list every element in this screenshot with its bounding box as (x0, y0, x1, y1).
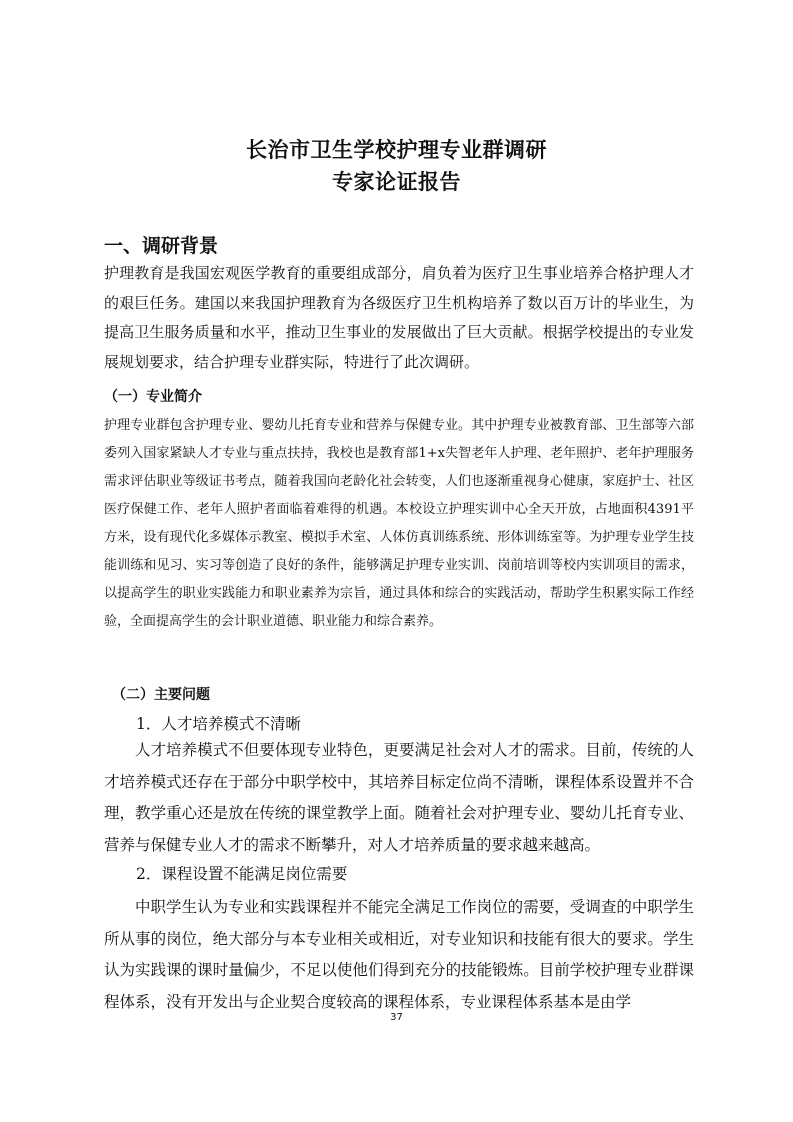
item-paragraph-curriculum: 中职学生认为专业和实践课程并不能完全满足工作岗位的需要，受调查的中职学生所从事的岗位，绝大部分与本专业相关或相近，对专业知识和技能有很大的要求。学生认为实践课的课时量偏少，不足以使他们得到充分的技能锻炼。目前学校护理专业群课程体系，没有开发出与企业契合度较高的课程体系，专业课程体系基本是由学 (104, 898, 694, 1011)
page-number: 37 (390, 1012, 403, 1023)
section-heading-background: 一、调研背景 (104, 235, 219, 257)
item-heading-training-model: 1．人才培养模式不清晰 (136, 715, 301, 733)
subsection-intro-paragraph: 护理专业群包含护理专业、婴幼儿托育专业和营养与保健专业。其中护理专业被教育部、卫生部等六部委列入国家紧缺人才专业与重点扶持，我校也是教育部1+x失智老年人护理、老年照护、老年护理服务需求评估职业等级证书考点，随着我国向老龄化社会转变，人们也逐渐重视身心健康，家庭护士、社区医疗保健工作、老年人照护者面临着难得的机遇。本校设立护理实训中心全天开放，占地面积4391平方米，设有现代化多媒体示教室、模拟手术室、人体仿真训练系统、形体训练室等。为护理专业学生技能训练和见习、实习等创造了良好的条件，能够满足护理专业实训、岗前培训等校内实训项目的需求，以提高学生的职业实践能力和职业素养为宗旨，通过具体和综合的实践活动，帮助学生积累实际工作经验，全面提高学生的会计职业道德、职业能力和综合素养。 (104, 418, 694, 629)
document-title-line2: 专家论证报告 (332, 170, 461, 194)
document-title-line1: 长治市卫生学校护理专业群调研 (246, 138, 547, 162)
subsection-heading-problems: （二）主要问题 (112, 687, 210, 703)
item-heading-curriculum: 2．课程设置不能满足岗位需要 (136, 865, 348, 883)
subsection-heading-intro: （一）专业简介 (104, 389, 202, 405)
section-background-paragraph: 护理教育是我国宏观医学教育的重要组成部分，肩负着为医疗卫生事业培养合格护理人才的艰巨任务。建国以来我国护理教育为各级医疗卫生机构培养了数以百万计的毕业生，为提高卫生服务质量和水平，推动卫生事业的发展做出了巨大贡献。根据学校提出的专业发展规划要求，结合护理专业群实际，特进行了此次调研。 (104, 264, 694, 371)
item-paragraph-training-model: 人才培养模式不但要体现专业特色，更要满足社会对人才的需求。目前，传统的人才培养模式还存在于部分中职学校中，其培养目标定位尚不清晰，课程体系设置并不合理，教学重心还是放在传统的课堂教学上面。随着社会对护理专业、婴幼儿托育专业、营养与保健专业人才的需求不断攀升，对人才培养质量的要求越来越高。 (104, 741, 694, 854)
